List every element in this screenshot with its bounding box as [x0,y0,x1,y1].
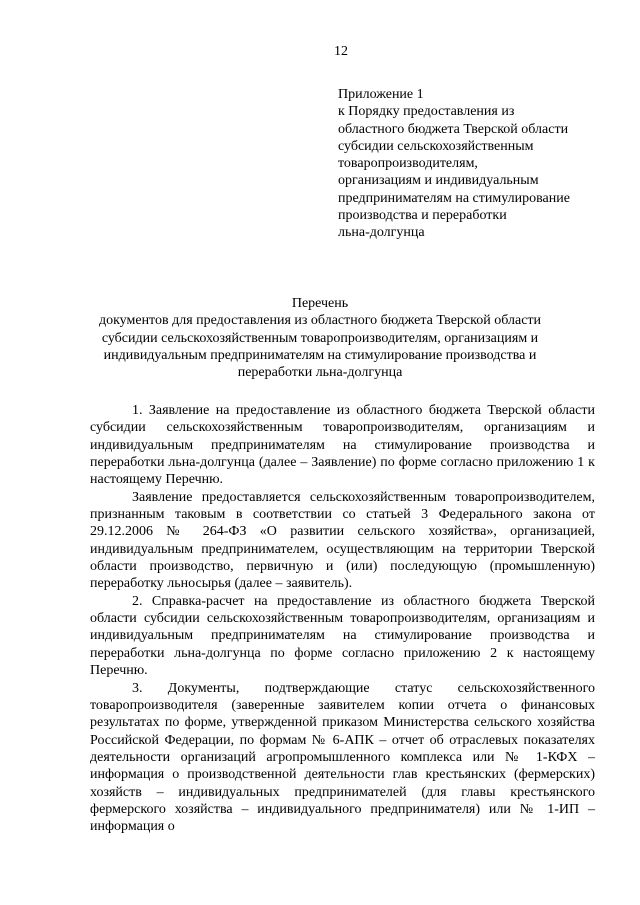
annex-line: предпринимателям на стимулирование [338,190,570,206]
annex-line: льна-долгунца [338,225,425,241]
page-number: 12 [334,44,348,59]
paragraph-4: 3. Документы, подтверждающие статус сельскохозяйственного товаропроизводителя (заверенные заявителем копии отчета о финансовых результатах по форме, утвержденной приказом Министерства сельского хозяйства Российской Федерации, по формам № 6-АПК – отчет об отраслевых показателях деятельности организаций агропромышленного комплекса или № 1-КФХ – информация о производственной деятельности глав крестьянских (фермерских) хозяйств – индивидуальных предпринимателей (для главы крестьянского фермерского хозяйства – индивидуального предпринимателя) или № 1-ИП – информация о [90,680,595,835]
paragraph-1: 1. Заявление на предоставление из областного бюджета Тверской области субсидии сельскохозяйственным товаропроизводителям, организациям и индивидуальным предпринимателям на стимулирование производства и переработки льна-долгунца (далее – Заявление) по форме согласно приложению 1 к настоящему Перечню. [90,403,595,488]
paragraph-3: 2. Справка-расчет на предоставление из областного бюджета Тверской области субсидии сельскохозяйственным товаропроизводителям, организациям и индивидуальным предпринимателям на стимулирование производства и переработки льна-долгунца по форме согласно приложению 2 к настоящему Перечню. [90,593,595,679]
annex-line: товаропроизводителям, [338,156,478,172]
title-line: субсидии сельскохозяйственным товаропроизводителям, организациям и [101,330,539,346]
document-body [90,402,595,836]
title-line: переработки льна-долгунца [237,365,403,381]
annex-line: организациям и индивидуальным [338,173,539,189]
annex-header [338,86,608,242]
paragraph-2: Заявление предоставляется сельскохозяйственным товаропроизводителем, признанным таковым в соответствии со статьей 3 Федерального закона от 29.12.2006 № 264-ФЗ «О развитии сельского хозяйства», организацией, индивидуальным предпринимателем, осуществляющим на территории Тверской области производство, первичную и (или) последующую (промышленную) переработку льносырья (далее – заявитель). [90,489,595,592]
annex-line: областного бюджета Тверской области [338,121,569,137]
document-title [90,295,550,381]
title-line: индивидуальным предпринимателям на стимулирование производства и [103,347,537,363]
annex-line: Приложение 1 [338,87,424,102]
title-line: документов для предоставления из областного бюджета Тверской области [98,313,542,329]
annex-line: субсидии сельскохозяйственным [338,138,534,154]
title-heading: Перечень [291,296,349,311]
annex-line: производства и переработки [338,208,507,224]
annex-line: к Порядку предоставления из [338,104,515,120]
